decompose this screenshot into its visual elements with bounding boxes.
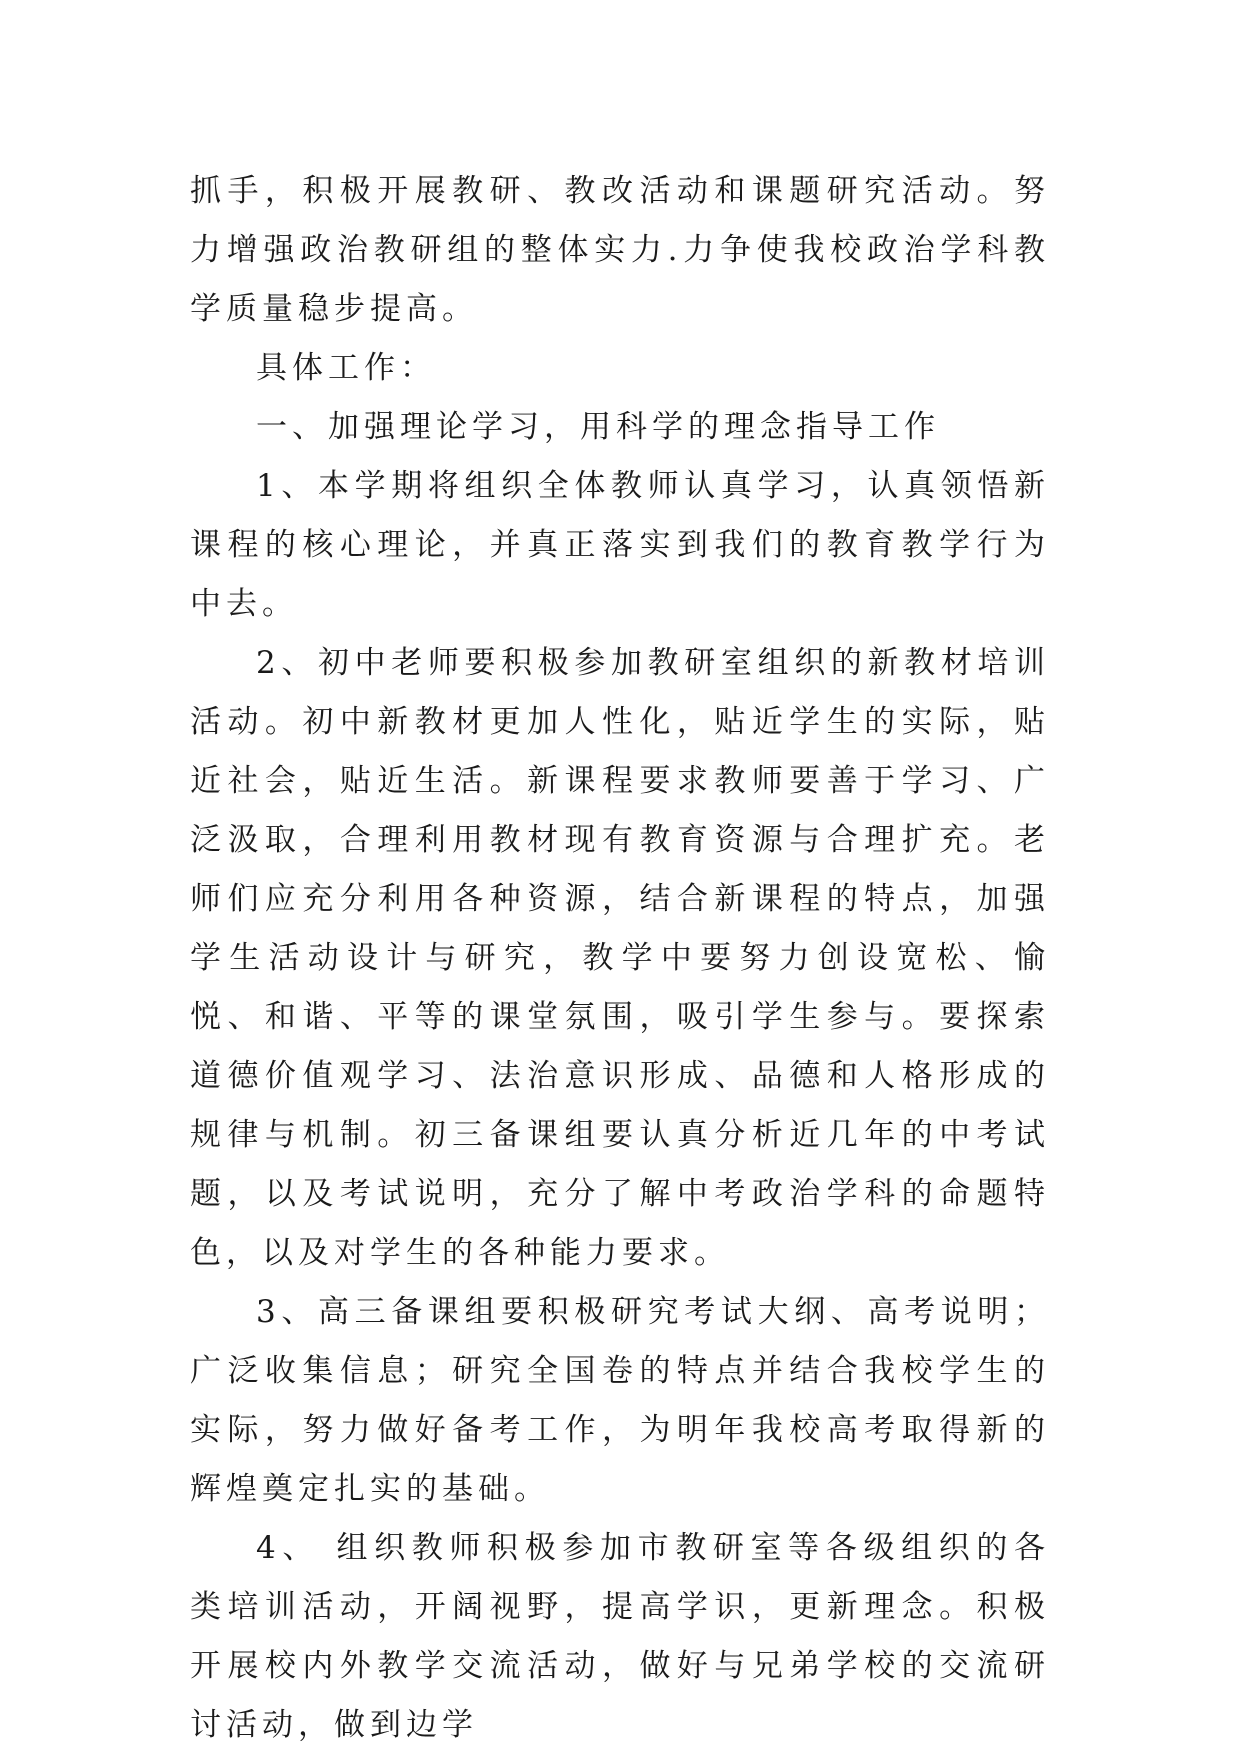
- paragraph-item-4: 4、 组织教师积极参加市教研室等各级组织的各类培训活动，开阔视野，提高学识，更新理念。积极开展校内外教学交流活动，做好与兄弟学校的交流研讨活动，做到边学: [190, 1530, 1050, 1743]
- paragraph-item-3: 3、高三备课组要积极研究考试大纲、高考说明；广泛收集信息；研究全国卷的特点并结合我校学生的实际，努力做好备考工作，为明年我校高考取得新的辉煌奠定扎实的基础。: [190, 1294, 1050, 1507]
- paragraph-item-1: 1、本学期将组织全体教师认真学习，认真领悟新课程的核心理论，并真正落实到我们的教育教学行为中去。: [190, 468, 1050, 622]
- paragraph-item-2: 2、初中老师要积极参加教研室组织的新教材培训活动。初中新教材更加人性化，贴近学生的实际，贴近社会，贴近生活。新课程要求教师要善于学习、广泛汲取，合理利用教材现有教育资源与合理扩充。老师们应充分利用各种资源，结合新课程的特点，加强学生活动设计与研究，教学中要努力创设宽松、愉悦、和谐、平等的课堂氛围，吸引学生参与。要探索道德价值观学习、法治意识形成、品德和人格形成的规律与机制。初三备课组要认真分析近几年的中考试题，以及考试说明，充分了解中考政治学科的命题特色，以及对学生的各种能力要求。: [190, 645, 1050, 1271]
- section-heading-1: 一、加强理论学习，用科学的理念指导工作: [256, 409, 940, 445]
- paragraph-heading-work: 具体工作：: [256, 350, 436, 386]
- paragraph-continuation: 抓手，积极开展教研、教改活动和课题研究活动。努力增强政治教研组的整体实力.力争使我校政治学科教学质量稳步提高。: [190, 173, 1050, 327]
- document-body: [190, 162, 1050, 1755]
